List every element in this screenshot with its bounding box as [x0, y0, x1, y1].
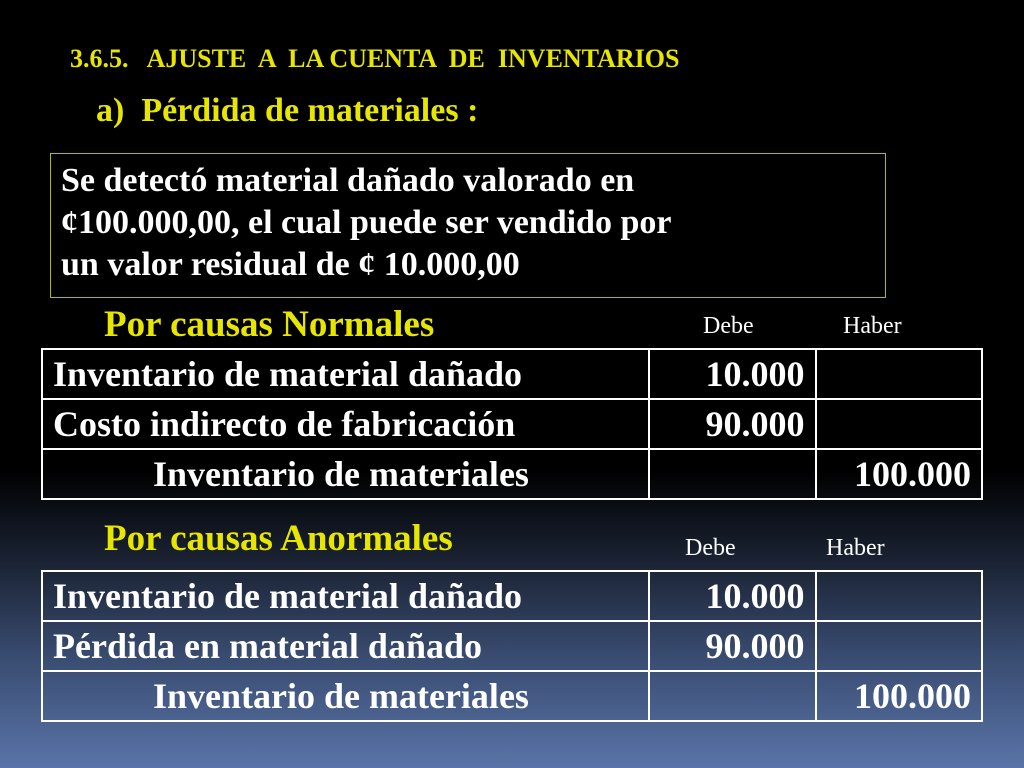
account-cell: Inventario de material dañado	[42, 349, 649, 399]
credit-cell	[816, 399, 983, 449]
account-cell: Inventario de material dañado	[42, 571, 649, 621]
table-row	[42, 449, 982, 499]
debit-column-label: Debe	[703, 313, 754, 339]
table-row	[42, 349, 982, 399]
table-row	[42, 399, 982, 449]
debit-cell	[649, 671, 816, 721]
debit-cell: 10.000	[649, 349, 816, 399]
normal-causes-title: Por causas Normales	[104, 304, 435, 345]
credit-cell	[816, 621, 983, 671]
credit-cell	[816, 349, 983, 399]
account-cell: Costo indirecto de fabricación	[42, 399, 649, 449]
table-row	[42, 671, 982, 721]
account-cell: Inventario de materiales	[42, 449, 649, 499]
section-heading: 3.6.5. AJUSTE A LA CUENTA DE INVENTARIOS	[70, 44, 680, 73]
debit-cell: 10.000	[649, 571, 816, 621]
credit-cell: 100.000	[816, 449, 983, 499]
abnormal-causes-journal-table	[41, 570, 983, 722]
credit-cell	[816, 571, 983, 621]
debit-column-label: Debe	[685, 535, 736, 561]
debit-cell: 90.000	[649, 621, 816, 671]
account-cell: Pérdida en material dañado	[42, 621, 649, 671]
table-row	[42, 621, 982, 671]
credit-column-label: Haber	[826, 535, 885, 561]
debit-cell	[649, 449, 816, 499]
debit-cell: 90.000	[649, 399, 816, 449]
credit-cell: 100.000	[816, 671, 983, 721]
table-row	[42, 571, 982, 621]
abnormal-causes-title: Por causas Anormales	[104, 518, 453, 559]
subheading: a) Pérdida de materiales :	[96, 92, 479, 129]
normal-causes-journal-table	[41, 348, 983, 500]
credit-column-label: Haber	[843, 313, 902, 339]
problem-statement-box: Se detectó material dañado valorado en ¢100.000,00, el cual puede ser vendido por un valor residual de ¢ 10.000,00	[50, 153, 886, 298]
account-cell: Inventario de materiales	[42, 671, 649, 721]
